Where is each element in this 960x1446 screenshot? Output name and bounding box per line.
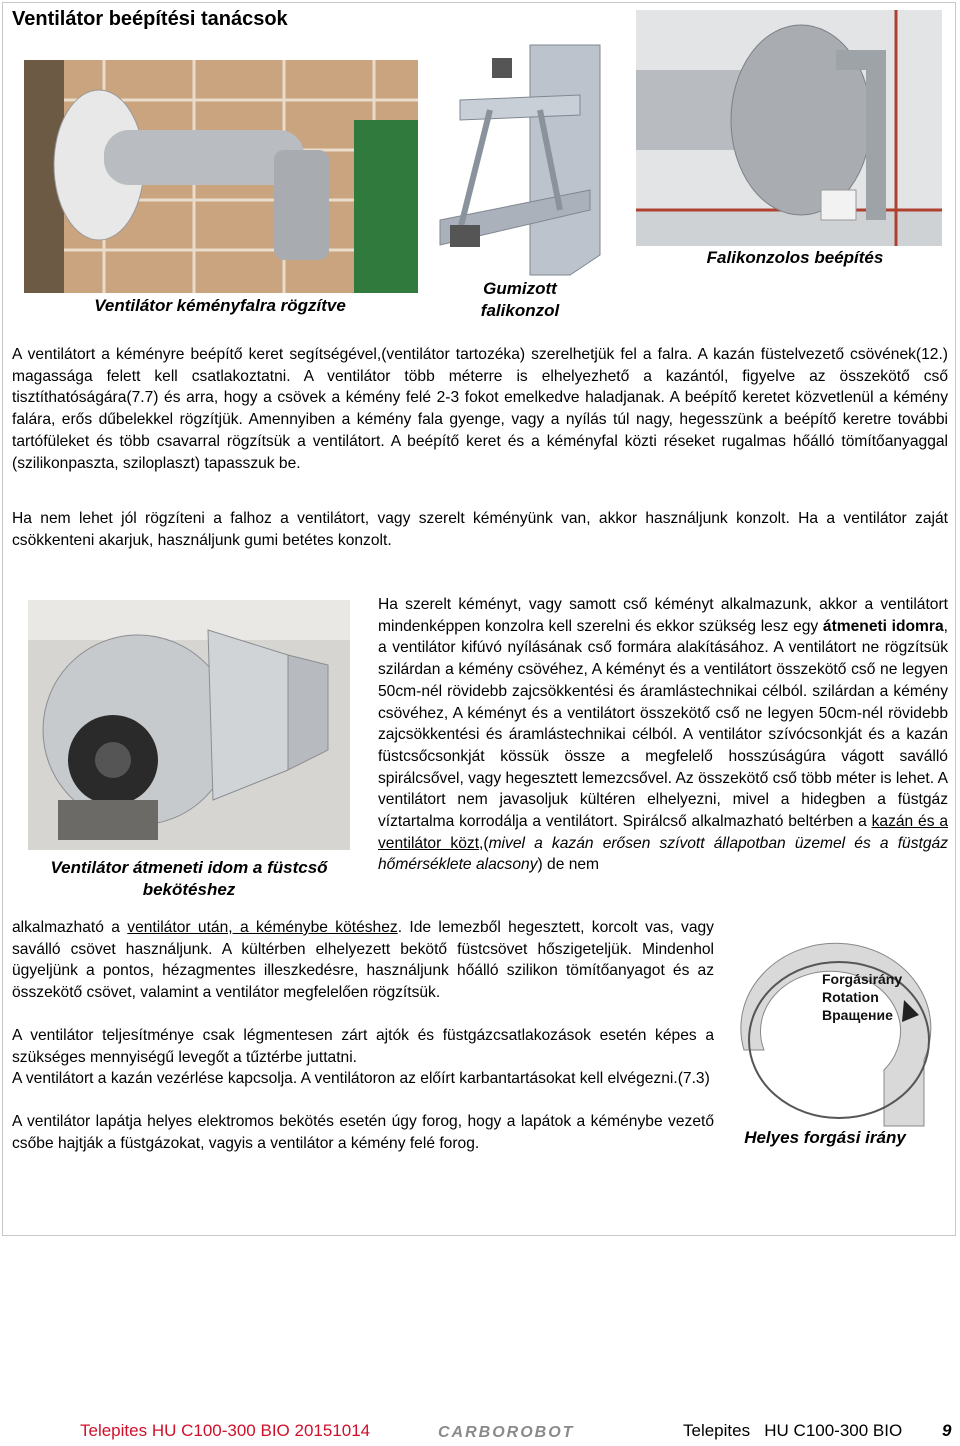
caption-rubber-bracket-line1: Gumizott	[483, 279, 557, 298]
caption-chimney-wall: Ventilátor kéményfalra rögzítve	[94, 296, 346, 315]
caption-transition: Ventilátor átmeneti idom a füstcső bekötéshez	[50, 858, 328, 899]
photo-rubber-wall-bracket	[430, 40, 606, 278]
footer-document-title: Telepites HU C100-300 BIO	[683, 1421, 903, 1440]
paragraph-bracket-usage: Ha nem lehet jól rögzíteni a falhoz a ventilátort, vagy szerelt kéményünk van, akkor használjunk konzolt. Ha a ventilátor zaját csökkenteni akarjuk, használjunk gumi betétes konzolt.	[12, 510, 948, 549]
paragraph-control: A ventilátort a kazán vezérlése kapcsolja. A ventilátoron az előírt karbantartásokat kell elvégezni.(7.3)	[12, 1070, 710, 1087]
photo-fan-on-chimney-wall	[24, 60, 418, 293]
paragraph-chimney-connection: alkalmazható a ventilátor után, a kéménybe kötéshez. Ide lemezből hegesztett, korcolt vas, vagy saválló csövet használjunk. A kültérben elhelyezett bekötő füstcsövet hőszigeteljük. Mindenhol ügyeljünk a pontos, hézagmentes illeszkedésre, használjunk hőálló szilikon tömítőanyagot és az összekötő csövet, valamint a ventilátor megfelelően rögzítsük.	[12, 919, 714, 1002]
footer-page-number: 9	[942, 1421, 952, 1440]
paragraph-performance: A ventilátor teljesítménye csak légmentesen zárt ajtók és füstgázcsatlakozások esetén képes a szükséges mennyiségű levegőt a tűztérbe juttatni.	[12, 1027, 714, 1066]
paragraph-mounting-frame: A ventilátort a kéményre beépítő keret segítségével,(ventilátor tartozéka) szerelhetjük fel a falra. A kazán füstelvezető csövének(12.) magassága felett kell csatlakoztatni. A ventilátor több méterre is elhelyezhető a kazántól, figyelve az összekötő cső tisztíthatóságára(7.7) és arra, hogy a csövek a kémény felé 2-3 fokot emelkedve haladjanak. A beépítő keretet közvetlenül a kémény falára, erős dűbelekkel rögzítjük. Amennyiben a kémény fala gyenge, vagy a nyílás túl nagy, hegesszünk a beépítő keretre további tartófüleket és több csavarral rögzítsük a ventilátort. A beépítő keret és a kéményfal közti réseket rugalmas hőálló tömítőanyaggal (szilikonpaszta, sziloplaszt) tapasszuk be.	[12, 346, 948, 472]
rotation-label-ru: Вращение	[822, 1007, 893, 1023]
footer-document-code: Telepites HU C100-300 BIO 20151014	[80, 1421, 371, 1440]
photo-fan-transition-piece	[28, 600, 350, 850]
caption-rubber-bracket-line2: falikonzol	[480, 301, 560, 320]
paragraph-transition-piece: Ha szerelt kéményt, vagy samott cső kéményt alkalmazunk, akkor a ventilátort mindenképpen konzolra kell szerelni és ekkor szükség lesz egy átmeneti idomra, a ventilátor kifúvó nyílásának cső formára alakításához. A ventilátort ne rögzítsük szilárdan a kémény csövéhez, A kéményt és a ventilátort összekötő cső ne legyen 50cm-nél rövidebb zajcsökkentési és áramlástechnikai célból. szilárdan a kémény csövéhez, A kéményt és a ventilátort összekötő cső ne legyen 50cm-nél rövidebb zajcsökkentési és áramlástechnikai célból. A ventilátor szívócsonkját és a kazán füstcsőcsonkját kössük össze a megfelelő hosszúságúra vágott saválló spirálcsővel, vagy hegesztett lemezcsővel. Az összekötő cső több méter is lehet. A ventilátort nem javasoljuk kültéren elhelyezni, mivel a hidegben a füstgáz víztartalma korrodálja a ventilátort. Spirálcső alkalmazható beltérben a kazán és a ventilátor közt,(mivel a kazán erősen szívott állapotban üzemel és a füstgáz hőmérséklete alacsony) de nem	[378, 596, 948, 874]
caption-rotation: Helyes forgási irány	[744, 1128, 906, 1147]
caption-wall-bracket: Falikonzolos beépítés	[706, 248, 884, 267]
page-title: Ventilátor beépítési tanácsok	[12, 8, 288, 30]
rotation-label-hu: Forgásirány	[822, 971, 903, 987]
paragraph-rotation: A ventilátor lapátja helyes elektromos bekötés esetén úgy forog, hogy a lapátok a kéménybe vezető csőbe hajtják a füstgázokat, vagyis a ventilátor a kémény felé forog.	[12, 1113, 714, 1152]
footer-logo: CARBOROBOT	[438, 1424, 575, 1441]
rotation-direction-diagram	[724, 940, 954, 1126]
rotation-label-en: Rotation	[822, 989, 879, 1005]
photo-wall-bracket-installation	[636, 10, 942, 246]
